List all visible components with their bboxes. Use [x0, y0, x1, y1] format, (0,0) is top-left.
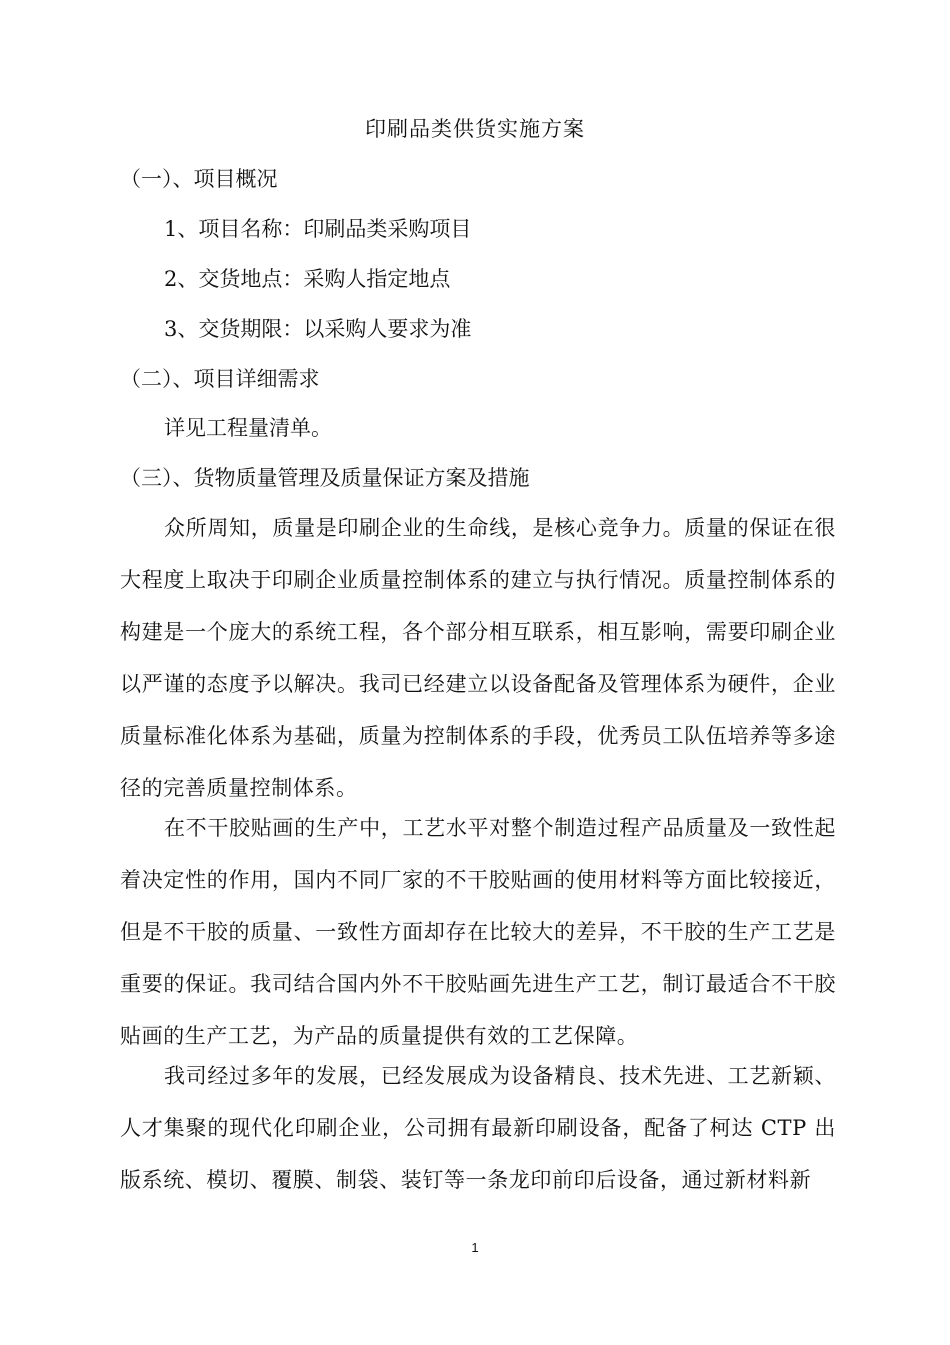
delivery-period-item: 3、交货期限：以采购人要求为准 — [164, 317, 472, 341]
document-title: 印刷品类供货实施方案 — [365, 117, 585, 141]
quality-paragraph-1: 众所周知，质量是印刷企业的生命线，是核心竞争力。质量的保证在很大程度上取决于印刷企业质量控制体系的建立与执行情况。质量控制体系的构建是一个庞大的系统工程，各个部分相互联系，相互影响，需要印刷企业以严谨的态度予以解决。我司已经建立以设备配备及管理体系为硬件，企业质量标准化体系为基础，质量为控制体系的手段，优秀员工队伍培养等多途径的完善质量控制体系。 — [120, 516, 836, 800]
quality-paragraph-3: 我司经过多年的发展，已经发展成为设备精良、技术先进、工艺新颖、人才集聚的现代化印刷企业，公司拥有最新印刷设备，配备了柯达 CTP 出版系统、模切、覆膜、制袋、装钉等一条龙印前印后设备，通过新材料新 — [120, 1064, 836, 1192]
section-heading-2: （二）、项目详细需求 — [120, 367, 320, 391]
page-number: 1 — [471, 1240, 479, 1255]
delivery-location-item: 2、交货地点：采购人指定地点 — [164, 267, 451, 291]
requirements-detail-item: 详见工程量清单。 — [164, 416, 332, 440]
section-heading-3: （三）、货物质量管理及质量保证方案及措施 — [120, 466, 530, 490]
section-heading-1: （一）、项目概况 — [120, 167, 278, 191]
project-name-item: 1、项目名称：印刷品类采购项目 — [164, 217, 472, 241]
quality-paragraph-2: 在不干胶贴画的生产中，工艺水平对整个制造过程产品质量及一致性起着决定性的作用，国内不同厂家的不干胶贴画的使用材料等方面比较接近，但是不干胶的质量、一致性方面却存在比较大的差异，不干胶的生产工艺是重要的保证。我司结合国内外不干胶贴画先进生产工艺，制订最适合不干胶贴画的生产工艺，为产品的质量提供有效的工艺保障。 — [120, 816, 836, 1048]
